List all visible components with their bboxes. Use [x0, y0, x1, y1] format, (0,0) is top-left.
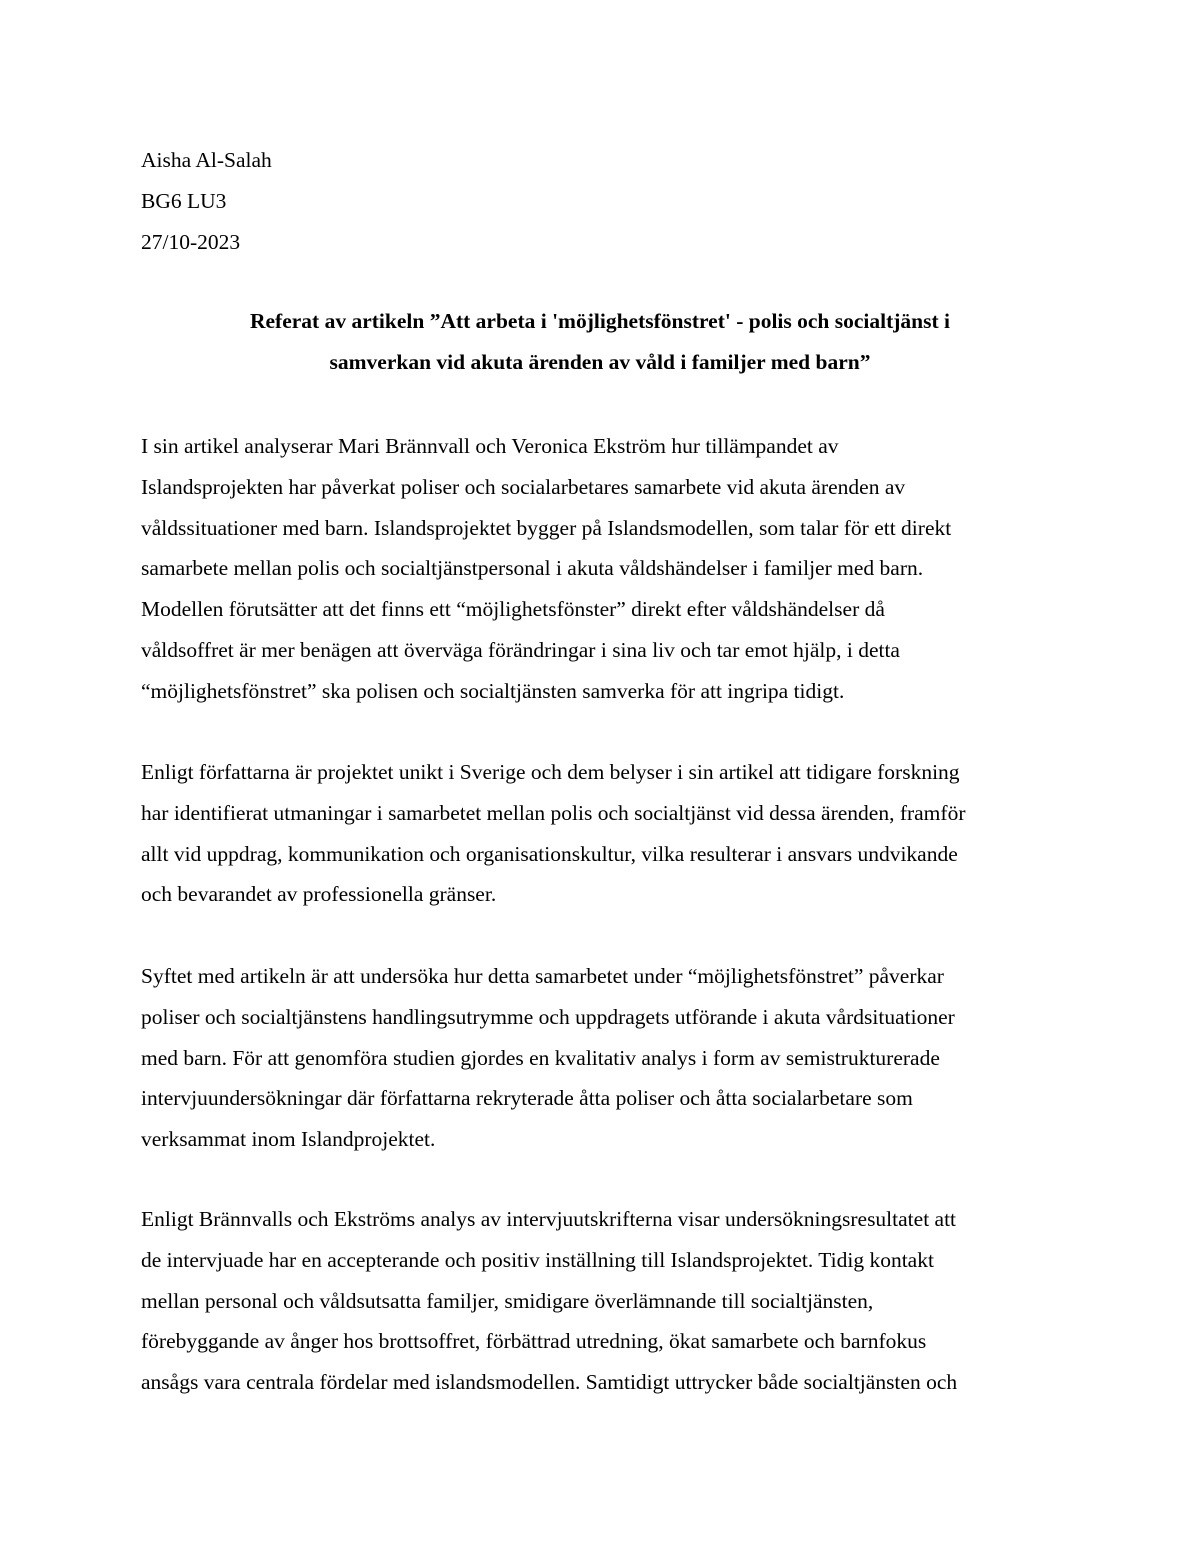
title-line: Referat av artikeln ”Att arbeta i 'möjlighetsfönstret' - polis och socialtjänst i [249, 309, 951, 333]
paragraph-2 [141, 752, 1071, 915]
paragraph-line: Modellen förutsätter att det finns ett “möjlighetsfönster” direkt efter våldshändelser då [141, 597, 885, 622]
paragraph-line: våldssituationer med barn. Islandsprojektet bygger på Islandsmodellen, som talar för ett direkt [141, 515, 952, 540]
paragraph-line: samarbete mellan polis och socialtjänstpersonal i akuta våldshändelser i familjer med barn. [141, 556, 924, 581]
paragraph-line: Enligt författarna är projektet unikt i Sverige och dem belyser i sin artikel att tidigare forskning [141, 760, 960, 784]
paragraph-line: mellan personal och våldsutsatta familjer, smidigare överlämnande till socialtjänsten, [141, 1288, 874, 1313]
paragraph-line: våldsoffret är mer benägen att överväga förändringar i sina liv och tar emot hjälp, i detta [141, 637, 900, 662]
document-date: 27/10-2023 [141, 230, 241, 254]
course-code: BG6 LU3 [141, 189, 227, 213]
paragraph-line: har identifierat utmaningar i samarbetet mellan polis och socialtjänst vid dessa ärenden, framför [141, 800, 966, 825]
document-title [120, 301, 1080, 383]
paragraph-line: de intervjuade har en accepterande och positiv inställning till Islandsprojektet. Tidig kontakt [141, 1247, 934, 1272]
paragraph-line: I sin artikel analyserar Mari Brännvall och Veronica Ekström hur tillämpandet av [141, 434, 839, 458]
paragraph-line: Islandsprojekten har påverkat poliser och socialarbetares samarbete vid akuta ärenden av [141, 474, 906, 499]
paragraph-1 [141, 426, 1071, 712]
paragraph-line: allt vid uppdrag, kommunikation och organisationskultur, vilka resulterar i ansvars undvikande [141, 841, 958, 866]
document-header [141, 140, 272, 263]
paragraph-line: ansågs vara centrala fördelar med islandsmodellen. Samtidigt uttrycker både socialtjänsten och [141, 1370, 958, 1395]
paragraph-line: Enligt Brännvalls och Ekströms analys av intervjuutskrifterna visar undersökningsresultatet att [141, 1207, 957, 1231]
paragraph-line: och bevarandet av professionella gränser. [141, 882, 497, 907]
title-line: samverkan vid akuta ärenden av våld i familjer med barn” [329, 350, 871, 374]
paragraph-line: intervjuundersökningar där författarna rekryterade åtta poliser och åtta socialarbetare som [141, 1086, 913, 1111]
paragraph-line: verksammat inom Islandprojektet. [141, 1127, 436, 1152]
paragraph-line: “möjlighetsfönstret” ska polisen och socialtjänsten samverka för att ingripa tidigt. [141, 678, 845, 703]
paragraph-line: poliser och socialtjänstens handlingsutrymme och uppdragets utförande i akuta vårdsituationer [141, 1004, 955, 1029]
paragraph-3 [141, 956, 1071, 1160]
paragraph-line: Syftet med artikeln är att undersöka hur detta samarbetet under “möjlighetsfönstret” påverkar [141, 964, 944, 988]
paragraph-line: förebyggande av ånger hos brottsoffret, förbättrad utredning, ökat samarbete och barnfokus [141, 1329, 927, 1354]
paragraph-4 [141, 1199, 1071, 1403]
paragraph-line: med barn. För att genomföra studien gjordes en kvalitativ analys i form av semistrukturerade [141, 1045, 940, 1070]
author-name: Aisha Al-Salah [141, 148, 272, 172]
